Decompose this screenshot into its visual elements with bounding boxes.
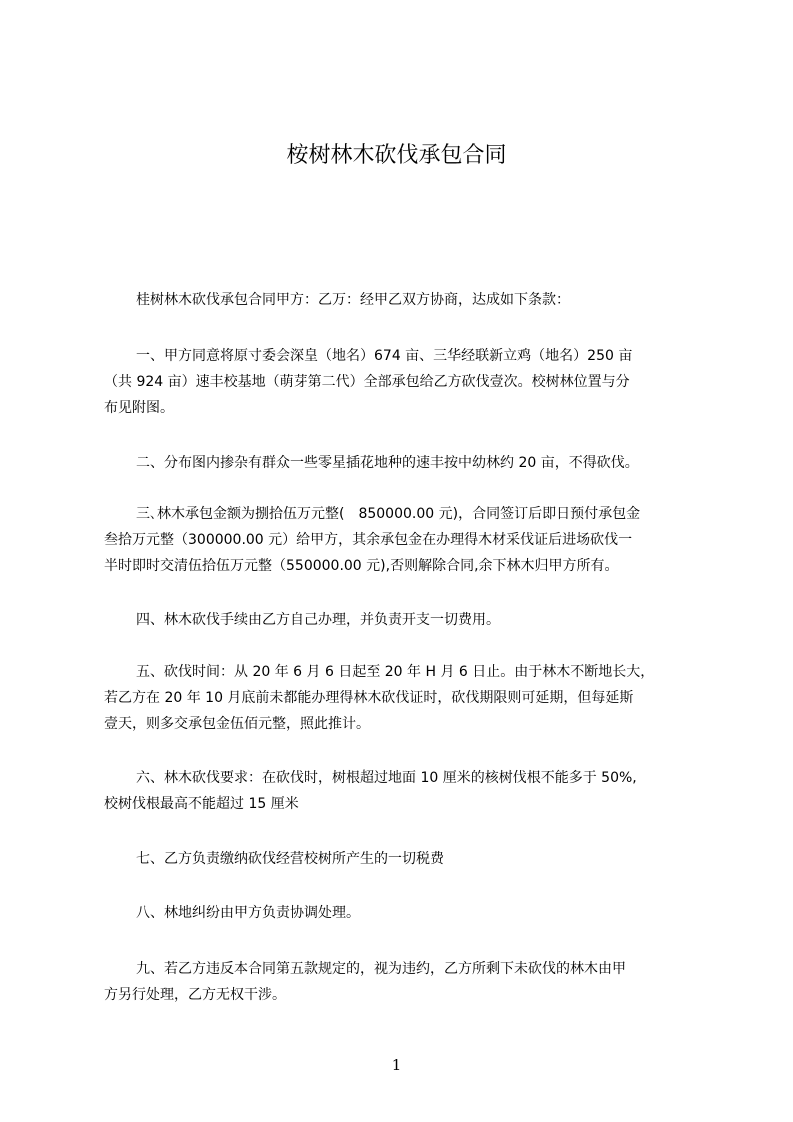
clause-line: 布见附图。	[104, 400, 174, 416]
page-title: 桉树林木砍伐承包合同	[286, 143, 507, 168]
clause-line: 三､林木承包金额为捌拾伍万元整( 850000.00 元)，合同签订后即日预付承包金	[136, 506, 641, 522]
clause-line: 六、林木砍伐要求：在砍伐时，树根超过地面 10 厘米的核树伐根不能多于 50%,	[136, 770, 637, 786]
clause-line: 四、林木砍伐手续由乙方自己办理，并负责开支一切费用。	[136, 612, 500, 628]
clause-7	[104, 846, 702, 872]
clause-line: 半时即时交清伍拾伍万元整（550000.00 元),否则解除合同,余下林木归甲方所有。	[104, 558, 619, 574]
page-number: 1	[391, 1056, 402, 1074]
clause-line: （共 924 亩）速丰校基地（萌芽第二代）全部承包给乙方砍伐壹次。校树林位置与分	[104, 374, 630, 390]
clause-8	[104, 900, 702, 926]
clause-5	[104, 659, 702, 737]
clause-line: 若乙方在 20 年 10 月底前未都能办理得林木砍伐证时，砍伐期限则可延期，但每延斯	[104, 690, 634, 706]
clause-line: 叁拾万元整（300000.00 元）给甲方，其余承包金在办理得木材采伐证后进场砍伐一	[104, 532, 633, 548]
clause-4	[104, 607, 702, 633]
clause-6	[104, 765, 702, 817]
clause-line: 壹天，则多交承包金伍佰元整，照此推计。	[104, 716, 370, 732]
clause-line: 一、甲方同意将原寸委会深皇（地名）674 亩、三华经联新立鸡（地名）250 亩	[136, 348, 633, 364]
clause-line: 七、乙方负责缴纳砍伐经营校树所产生的一切税费	[136, 851, 444, 867]
clause-line: 方另行处理，乙方无权干涉。	[104, 987, 286, 1003]
clause-line: 九、若乙方违反本合同第五款规定的，视为违约，乙方所剩下未砍伐的林木由甲	[136, 961, 626, 977]
clause-3	[104, 501, 702, 579]
clause-2	[104, 450, 702, 476]
clause-1	[104, 343, 702, 421]
intro-paragraph	[104, 287, 702, 313]
clause-line: 八、林地纠纷由甲方负责协调处理。	[136, 905, 360, 921]
clause-line: 五、砍伐时间：从 20 年 6 月 6 日起至 20 年 H 月 6 日止。由于林木不断地长大，	[136, 664, 655, 680]
clause-line: 二、分布图内掺杂有群众一些零星插花地种的速丰按中幼林约 20 亩，不得砍伐。	[136, 455, 639, 471]
intro-line: 桂树林木砍伐承包合同甲方：乙万：经甲乙双方协商，达成如下条款：	[136, 292, 570, 308]
clause-line: 校树伐根最高不能超过 15 厘米	[104, 796, 299, 812]
clause-9	[104, 956, 702, 1008]
